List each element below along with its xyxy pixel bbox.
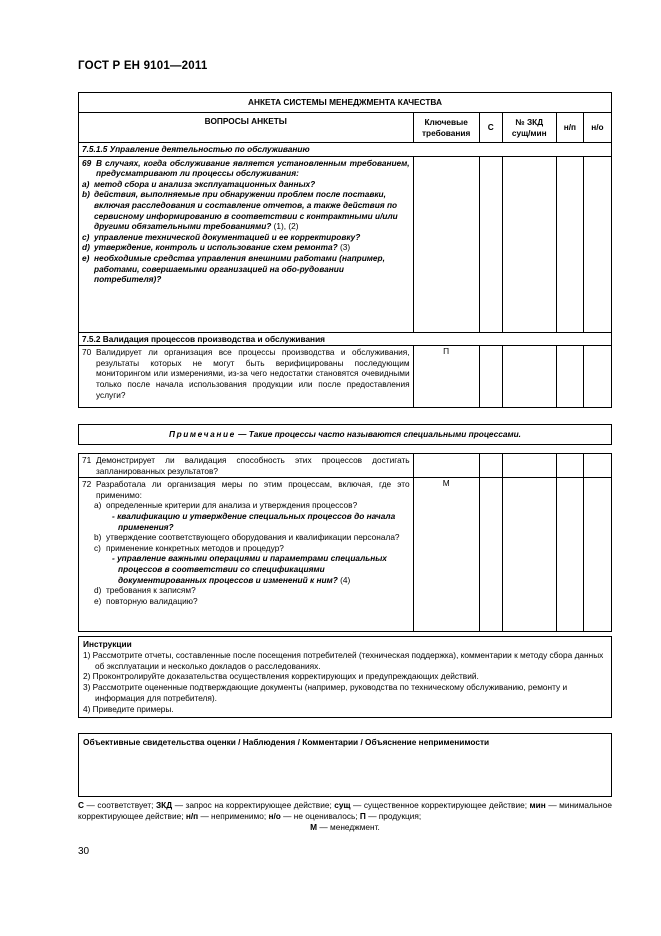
question-69	[79, 156, 414, 332]
cell-c	[479, 454, 502, 478]
evidence-title: Объективные свидетельства оценки / Наблюдения / Комментарии / Объяснение неприменимости	[79, 734, 612, 797]
instruction-item: 3) Рассмотрите оцененные подтверждающие документы (например, руководства по техническому обслуживанию, ремонту и информация для потребителя).	[83, 682, 568, 703]
column-header-key-requirements	[413, 113, 479, 143]
cell-key	[413, 454, 479, 478]
legend-def: — минимальное корректирующее действие;	[78, 800, 612, 821]
cell-key	[413, 156, 479, 332]
legend-def: — менеджмент.	[317, 821, 380, 832]
question-70	[79, 346, 414, 408]
column-header-questions: ВОПРОСЫ АНКЕТЫ	[79, 113, 414, 143]
item-label: c)	[94, 542, 101, 553]
cell-no	[583, 156, 611, 332]
item-label: d)	[82, 242, 90, 253]
section-heading-752: 7.5.2 Валидация процессов производства и обслуживания	[79, 332, 612, 346]
legend-abbr: сущ	[334, 800, 351, 810]
cell-no	[583, 454, 611, 478]
column-header-key-line2: требования	[421, 127, 471, 138]
instructions-content	[79, 637, 612, 718]
cell-np	[556, 346, 583, 408]
document-title: ГОСТ Р ЕН 9101—2011	[78, 60, 208, 72]
item-text: действия, выполняемые при обнаружении проблем после поставки, включая расследования и составление отчетов, а также действия по сервисному информированию в соответствии с контрактными и/или другими обязательными требованиями?	[94, 189, 398, 232]
item-text: необходимые средства управления внешними работами (например, работами, совершаемыми организацией на обо-рудовании потребителя)?	[94, 252, 385, 285]
page-number: 30	[78, 846, 90, 857]
legend-def: — существенное корректирующее действие;	[350, 800, 528, 810]
evidence-box	[78, 733, 612, 797]
table-title: АНКЕТА СИСТЕМЫ МЕНЕДЖМЕНТА КАЧЕСТВА	[79, 93, 612, 113]
item-subtext: - управление важными операциями и параметрами специальных процессов в соответствии со спецификациями документированных процессов и изменений к ним?	[112, 553, 387, 585]
question-text: Валидирует ли организация все процессы производства и обслуживания, результаты которых не могут быть верифицированы последующим мониторингом или измерениями, из-за чего недостатки становятся очевидными только после начала использования продукции или после предоставления услуги?	[96, 347, 410, 400]
item-text: метод сбора и анализа эксплуатационных данных?	[94, 178, 316, 189]
item-subtext: - квалификацию и утверждение специальных процессов до начала применения?	[112, 510, 396, 532]
item-label: e)	[82, 252, 90, 263]
instructions-title: Инструкции	[83, 639, 132, 649]
legend-def: — неприменимо;	[198, 810, 269, 821]
question-number: 70	[82, 347, 92, 358]
note-text	[79, 425, 612, 445]
item-text: требования к записям?	[106, 585, 196, 596]
legend	[78, 800, 612, 832]
item-label: b)	[82, 189, 90, 200]
questionnaire-table	[78, 92, 612, 408]
cell-np	[556, 478, 583, 632]
item-text: повторную валидацию?	[106, 595, 198, 606]
cell-np	[556, 156, 583, 332]
legend-def: — соответствует;	[84, 800, 156, 810]
cell-key: М	[413, 478, 479, 632]
legend-abbr: мин	[529, 800, 546, 810]
legend-def: — продукция;	[365, 810, 422, 821]
question-number: 72	[82, 479, 92, 490]
note-label: Примечание	[169, 429, 236, 439]
legend-abbr: н/п	[185, 810, 199, 821]
note-body: — Такие процессы часто называются специальными процессами.	[235, 429, 521, 439]
legend-abbr: н/о	[268, 810, 281, 821]
instructions-box	[78, 636, 612, 718]
column-header-c: С	[479, 113, 502, 143]
instruction-item: 1) Рассмотрите отчеты, составленные после посещения потребителей (техническая поддержка), комментарии к методу сбора данных об эксплуатации и несколько докладов о расследованиях.	[83, 649, 604, 671]
cell-c	[479, 156, 502, 332]
cell-c	[479, 346, 502, 408]
table-row-q69	[79, 156, 612, 332]
cell-np	[556, 454, 583, 478]
note-box	[78, 424, 612, 445]
item-label: b)	[94, 532, 102, 543]
legend-line2	[78, 822, 612, 833]
section-heading-7515: 7.5.1.5 Управление деятельностью по обслуживанию	[79, 143, 612, 157]
questionnaire-table-continued	[78, 453, 612, 632]
legend-abbr: ЗКД	[155, 800, 173, 810]
legend-line1	[78, 800, 612, 822]
question-number: 71	[82, 455, 92, 465]
cell-no	[583, 478, 611, 632]
column-header-np: н/п	[556, 113, 583, 143]
item-reference: (1), (2)	[271, 221, 299, 232]
item-text: применение конкретных методов и процедур?	[106, 542, 284, 553]
cell-zkd	[502, 454, 556, 478]
cell-zkd	[502, 478, 556, 632]
column-header-zkd-line2: сущ/мин	[511, 127, 547, 138]
question-intro: В случаях, когда обслуживание является установленным требованием, предусматривают ли процессы обслуживания:	[96, 157, 410, 179]
item-label: e)	[94, 595, 102, 606]
legend-def: — запрос на корректирующее действие;	[172, 800, 335, 810]
legend-def: — не оценивалось;	[280, 810, 360, 821]
item-label: d)	[94, 585, 102, 596]
question-text: Демонстрирует ли валидация способность этих процессов достигать запланированных результатов?	[96, 455, 410, 476]
item-text: утверждение соответствующего оборудования и квалификации персонала?	[106, 532, 400, 543]
question-intro: Разработала ли организация меры по этим процессам, включая, где это применимо:	[96, 479, 410, 500]
item-subtext-c	[82, 553, 410, 585]
question-71	[79, 454, 414, 478]
column-header-no: н/о	[583, 113, 611, 143]
item-label: a)	[94, 500, 102, 511]
item-reference: (4)	[337, 574, 351, 585]
item-text: утверждение, контроль и использование схем ремонта?	[94, 242, 338, 253]
table-row-q70	[79, 346, 612, 408]
legend-abbr: С	[78, 800, 84, 810]
instruction-item: 2) Проконтролируйте доказательства осуществления корректирующих и предупреждающих действий.	[83, 671, 479, 682]
legend-abbr: П	[359, 810, 366, 821]
table-row-q71	[79, 454, 612, 478]
question-72	[79, 478, 414, 632]
item-label: a)	[82, 178, 90, 189]
legend-abbr: М	[310, 821, 318, 832]
item-label: c)	[82, 231, 90, 242]
item-text: определенные критерии для анализа и утверждения процессов?	[106, 500, 358, 511]
cell-zkd	[502, 156, 556, 332]
cell-c	[479, 478, 502, 632]
cell-key: П	[413, 346, 479, 408]
column-header-zkd-line1: № ЗКД	[515, 116, 544, 127]
cell-no	[583, 346, 611, 408]
instruction-item: 4) Приведите примеры.	[83, 703, 174, 714]
column-header-zkd	[502, 113, 556, 143]
column-header-key-line1: Ключевые	[424, 116, 468, 127]
item-reference: (3)	[337, 242, 351, 253]
item-text: управление технической документацией и ее корректировку?	[94, 231, 361, 242]
question-number: 69	[82, 157, 92, 168]
table-row-q72	[79, 478, 612, 632]
cell-zkd	[502, 346, 556, 408]
